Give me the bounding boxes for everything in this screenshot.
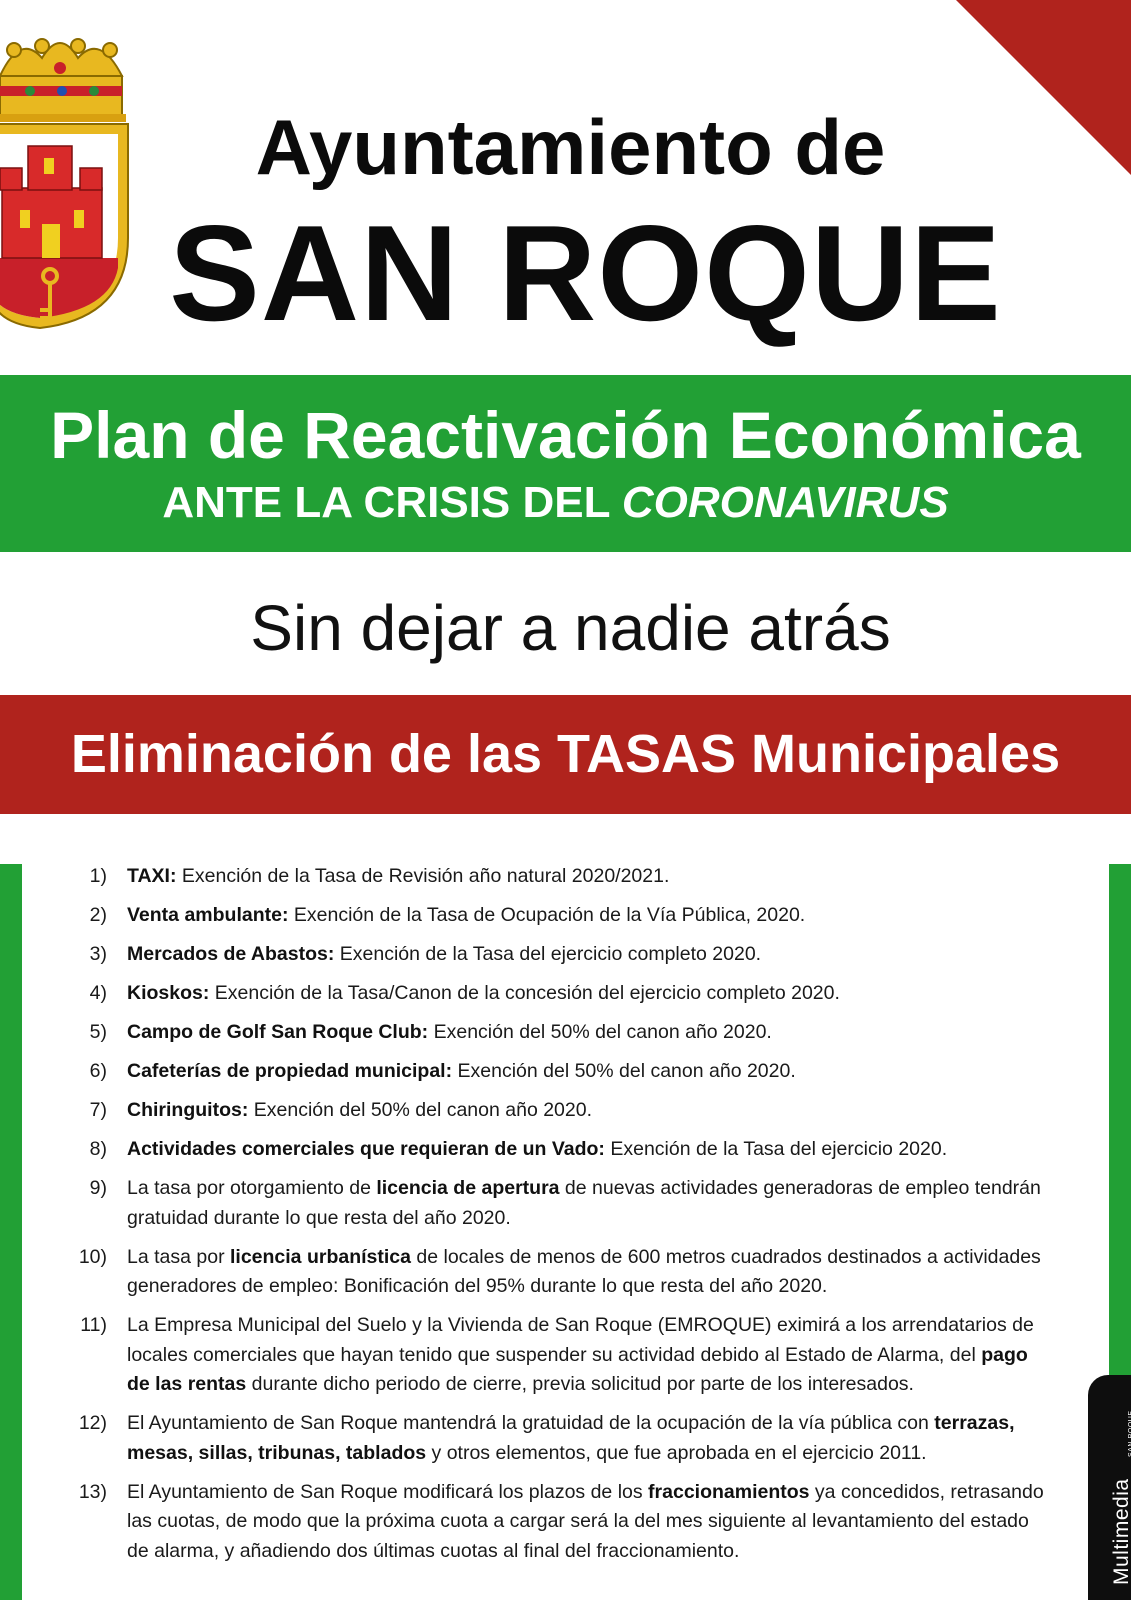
list-item-plain: Exención de la Tasa del ejercicio completo 2020.: [334, 943, 762, 965]
list-item: [56, 1311, 1046, 1400]
list-item: [56, 979, 1046, 1009]
list-item: [56, 1018, 1046, 1048]
list-item-plain: Exención de la Tasa de Revisión año natural 2020/2021.: [176, 865, 670, 887]
list-item-text: [107, 1057, 1046, 1087]
list-item-bold: Venta ambulante:: [127, 904, 289, 926]
list-item-text: [107, 940, 1046, 970]
list-item-plain: Exención del 50% del canon año 2020.: [248, 1099, 593, 1121]
list-item: [56, 1243, 1046, 1302]
list-item-text: [107, 979, 1046, 1009]
list-item-bold: pago de las rentas: [127, 1343, 1028, 1395]
list-item-bold: fraccionamientos: [648, 1480, 810, 1503]
list-item: [56, 1478, 1046, 1567]
list-item-text: [107, 1096, 1046, 1126]
watermark-sub: SAN ROQUE: [1128, 1410, 1135, 1457]
list-item-plain: La tasa por: [127, 1245, 230, 1268]
list-item-number: 11): [80, 1314, 107, 1336]
list-item-number: 12): [78, 1412, 107, 1434]
list-item-number: 6): [89, 1060, 107, 1082]
list-item-number: 2): [89, 904, 107, 926]
list-item-number: 3): [89, 943, 107, 965]
list-item-bold: Campo de Golf San Roque Club:: [127, 1021, 429, 1043]
watermark-brand: Multimedia: [1110, 1478, 1133, 1585]
list-item-plain: El Ayuntamiento de San Roque mantendrá la gratuidad de la ocupación de la vía pública con: [127, 1412, 935, 1434]
list-item-plain: Exención del 50% del canon año 2020.: [428, 1021, 772, 1043]
list-item-plain: La Empresa Municipal del Suelo y la Vivienda de San Roque (EMROQUE) eximirá a los arrendatarios de locales comerciales que hayan tenido que suspender su actividad debido al Estado de Alarma, del: [127, 1314, 1034, 1366]
list-item-text: [107, 862, 1046, 892]
list-item: [56, 1409, 1046, 1468]
list-item: [56, 1174, 1046, 1233]
list-item-plain: Exención de la Tasa/Canon de la concesión del ejercicio completo 2020.: [209, 982, 840, 1004]
list-item-bold: licencia urbanística: [229, 1245, 411, 1268]
plan-subtitle-emphasis: CORONAVIRUS: [621, 478, 949, 527]
list-item-text: [107, 1478, 1046, 1567]
list-item-number: 1): [89, 865, 107, 887]
slogan: Sin dejar a nadie atrás: [250, 592, 891, 664]
list-item-text: [107, 1135, 1046, 1165]
list-item-text: [107, 1409, 1046, 1468]
list-item-text: [107, 1174, 1046, 1233]
list-item-number: 7): [89, 1099, 107, 1121]
left-green-bar: [0, 864, 22, 1600]
list-item-plain: Exención del 50% del canon año 2020.: [452, 1060, 796, 1082]
list-item-plain: La tasa por otorgamiento de: [127, 1177, 377, 1199]
list-item: [56, 862, 1046, 892]
list-item-bold: Actividades comerciales que requieran de un Vado:: [127, 1138, 605, 1160]
list-item: [56, 1135, 1046, 1165]
plan-subtitle: [0, 475, 1131, 531]
list-item-plain: Exención de la Tasa de Ocupación de la Vía Pública, 2020.: [288, 904, 806, 926]
measures-list: [56, 862, 1046, 1576]
page-title-line2: SAN ROQUE: [169, 197, 1002, 349]
list-item: [56, 1057, 1046, 1087]
multimedia-watermark: [1088, 1375, 1135, 1600]
list-item-plain: durante dicho periodo de cierre, previa solicitud por parte de los interesados.: [246, 1373, 914, 1395]
list-item-number: 9): [89, 1177, 107, 1199]
list-item-bold: Chiringuitos:: [127, 1099, 249, 1121]
list-item-text: [107, 1311, 1046, 1400]
list-item-number: 10): [78, 1245, 107, 1268]
section-title: Eliminación de las TASAS Municipales: [0, 695, 1131, 814]
list-item-bold: Mercados de Abastos:: [127, 943, 335, 965]
list-item-plain: de locales de menos de 600 metros cuadrados destinados a actividades generadores de empleo: Bonificación del 95% durante lo que resta del año 2020.: [127, 1245, 1041, 1297]
plan-banner: [0, 375, 1131, 552]
list-item-plain: El Ayuntamiento de San Roque modificará los plazos de los: [127, 1480, 649, 1503]
list-item-bold: terrazas, mesas, sillas, tribunas, tablados: [127, 1412, 1015, 1464]
list-item: [56, 1096, 1046, 1126]
plan-title: Plan de Reactivación Económica: [50, 398, 1081, 472]
list-item-text: [107, 1243, 1046, 1302]
list-item-bold: TAXI:: [127, 865, 177, 887]
list-item-plain: ya concedidos, retrasando las cuotas, de modo que la próxima cuota a cargar será la del mes siguiente al levantamiento del estado de alarma, y añadiendo dos últimas cuotas al final del fraccionamiento.: [127, 1480, 1044, 1562]
list-item-number: 13): [78, 1480, 107, 1503]
list-item-text: [107, 1018, 1046, 1048]
list-item-bold: Kioskos:: [127, 982, 210, 1004]
plan-subtitle-prefix: ANTE LA CRISIS DEL: [162, 478, 622, 527]
list-item-plain: de nuevas actividades generadoras de empleo tendrán gratuidad durante lo que resta del año 2020.: [127, 1177, 1041, 1229]
list-item-number: 8): [89, 1138, 107, 1160]
list-item-number: 5): [89, 1021, 107, 1043]
list-item-bold: Cafeterías de propiedad municipal:: [127, 1060, 453, 1082]
list-item-bold: licencia de apertura: [376, 1177, 560, 1199]
list-item: [56, 940, 1046, 970]
list-item-number: 4): [89, 982, 107, 1004]
list-item-text: [107, 901, 1046, 931]
page-title-line1: Ayuntamiento de: [255, 103, 886, 191]
list-item: [56, 901, 1046, 931]
list-item-plain: y otros elementos, que fue aprobada en el ejercicio 2011.: [426, 1441, 927, 1464]
list-item-plain: Exención de la Tasa del ejercicio 2020.: [604, 1138, 948, 1160]
